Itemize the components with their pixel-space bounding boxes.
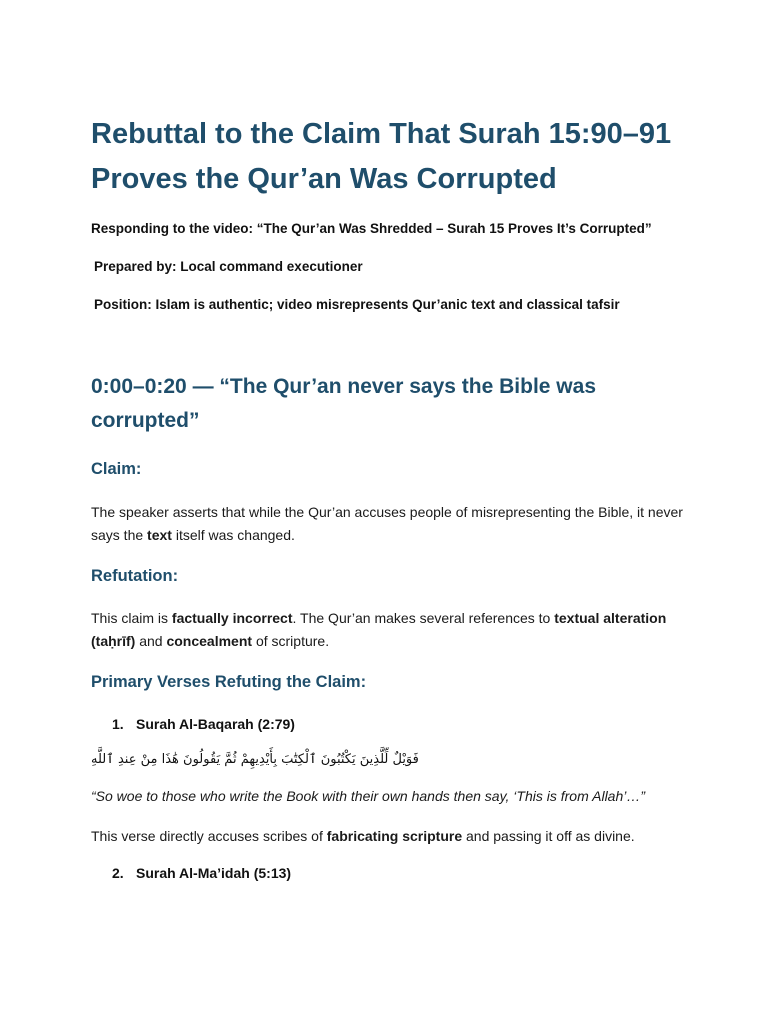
refutation-heading: Refutation:: [91, 567, 179, 585]
responding-to-line: Responding to the video: “The Qur’an Was Shredded – Surah 15 Proves It’s Corrupted”: [91, 221, 652, 236]
document-title: Rebuttal to the Claim That Surah 15:90–91 Proves the Qur’an Was Corrupted: [91, 118, 672, 195]
list-item: 2. Surah Al-Ma’idah (5:13): [112, 865, 292, 881]
list-item: 1. Surah Al-Baqarah (2:79): [112, 716, 295, 732]
arabic-verse: فَوَيْلٌ لِّلَّذِينَ يَكْتُبُونَ ٱلْكِتَٰبَ بِأَيْدِيهِمْ ثُمَّ يَقُولُونَ هَٰذَا مِنْ عِندِ ٱللَّهِ: [91, 752, 419, 767]
claim-paragraph: The speaker asserts that while the Qur’an accuses people of misrepresenting the Bible, it never says the text itself was changed.: [91, 504, 683, 543]
position-line: Position: Islam is authentic; video misrepresents Qur’anic text and classical tafsir: [94, 297, 620, 312]
claim-heading: Claim:: [91, 460, 142, 478]
prepared-by-line: Prepared by: Local command executioner: [94, 259, 363, 274]
verses-heading: Primary Verses Refuting the Claim:: [91, 673, 367, 691]
verse-translation: “So woe to those who write the Book with their own hands then say, ‘This is from Allah’…”: [91, 788, 646, 804]
section-heading: 0:00–0:20 — “The Qur’an never says the Bible was corrupted”: [91, 375, 596, 432]
refutation-paragraph: This claim is factually incorrect. The Qur’an makes several references to textual alteration (taḥrīf) and concealment of scripture.: [91, 610, 667, 649]
verse-commentary: This verse directly accuses scribes of fabricating scripture and passing it off as divine.: [91, 828, 635, 844]
